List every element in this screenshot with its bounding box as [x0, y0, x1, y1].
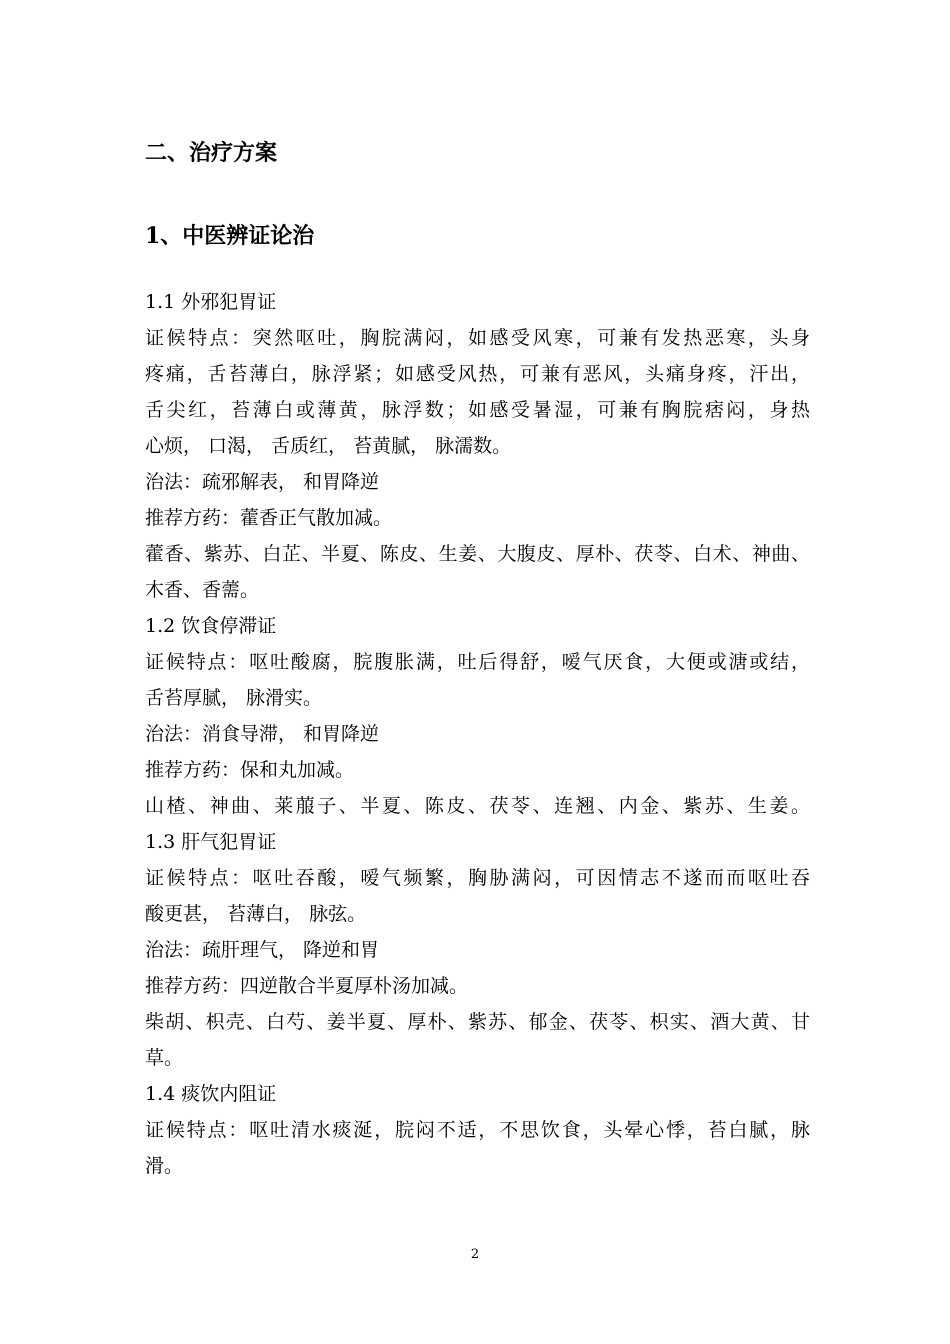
text-line: 心烦， 口渴， 舌质红， 苔黄腻， 脉濡数。: [145, 435, 512, 457]
text-line: 疼痛，舌苔薄白，脉浮紧；如感受风热，可兼有恶风，头痛身疼，汗出，: [145, 363, 810, 385]
herbs-line: 草。: [145, 1047, 184, 1069]
heading-1-1: 1.1 外邪犯胃证: [145, 291, 277, 313]
text-line: 证候特点：呕吐清水痰涎，脘闷不适，不思饮食，头晕心悸，苔白腻，脉: [145, 1119, 810, 1141]
text-line: 酸更甚， 苔薄白， 脉弦。: [145, 903, 367, 925]
herbs-line: 柴胡、枳壳、白芍、姜半夏、厚朴、紫苏、郁金、茯苓、枳实、酒大黄、甘: [145, 1011, 810, 1033]
text-line: 舌尖红，苔薄白或薄黄，脉浮数；如感受暑湿，可兼有胸脘痞闷，身热: [145, 399, 810, 421]
text-line: 证候特点：突然呕吐，胸脘满闷，如感受风寒，可兼有发热恶寒，头身: [145, 327, 810, 349]
heading-1-3: 1.3 肝气犯胃证: [145, 831, 277, 853]
text-line: 证候特点：呕吐吞酸，嗳气频繁，胸胁满闷，可因情志不遂而而呕吐吞: [145, 867, 810, 889]
text-line: 证候特点：呕吐酸腐，脘腹胀满，吐后得舒，嗳气厌食，大便或溏或结，: [145, 651, 810, 673]
section-heading: 二、治疗方案: [145, 140, 278, 166]
treatment-line: 治法：消食导滞， 和胃降逆: [145, 723, 380, 745]
prescription-line: 推荐方药：保和丸加减。: [145, 759, 355, 781]
heading-1-2: 1.2 饮食停滞证: [145, 615, 277, 637]
treatment-line: 治法：疏肝理气， 降逆和胃: [145, 939, 380, 961]
text-line: 滑。: [145, 1155, 184, 1177]
page-number: 2: [470, 1247, 480, 1262]
herbs-line: 藿香、紫苏、白芷、半夏、陈皮、生姜、大腹皮、厚朴、茯苓、白术、神曲、: [145, 543, 810, 565]
prescription-line: 推荐方药：四逆散合半夏厚朴汤加减。: [145, 975, 469, 997]
prescription-line: 推荐方药：藿香正气散加减。: [145, 507, 393, 529]
herbs-line: 山楂、神曲、莱菔子、半夏、陈皮、茯苓、连翘、内金、紫苏、生姜。: [145, 795, 810, 817]
heading-1-4: 1.4 痰饮内阻证: [145, 1083, 277, 1105]
subsection-heading: 1、中医辨证论治: [145, 223, 315, 249]
treatment-line: 治法：疏邪解表， 和胃降逆: [145, 471, 380, 493]
body-text: [145, 284, 810, 1184]
text-line: 舌苔厚腻， 脉滑实。: [145, 687, 323, 709]
herbs-line: 木香、香薷。: [145, 579, 260, 601]
